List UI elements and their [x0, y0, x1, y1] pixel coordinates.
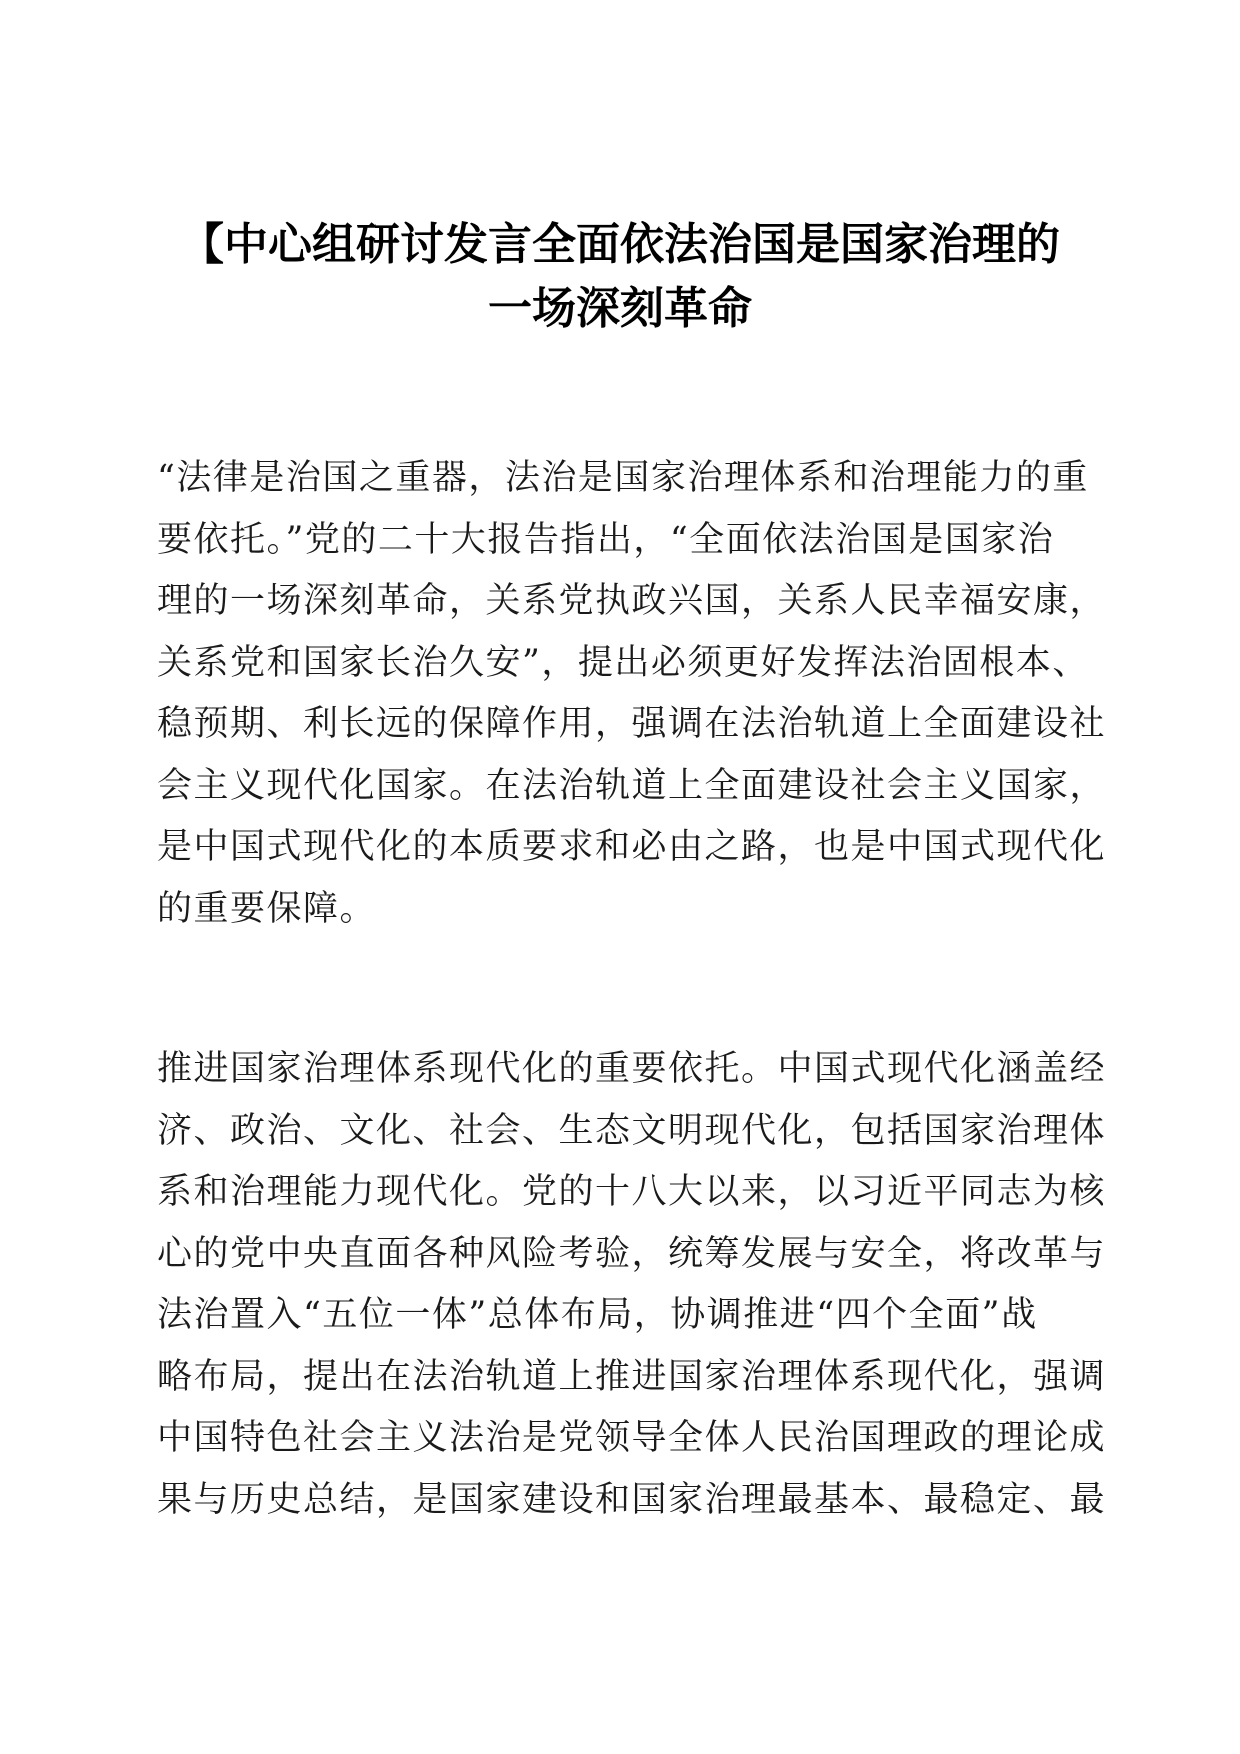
paragraph-line: 法治置入“五位一体”总体布局，协调推进“四个全面”战	[157, 1295, 1038, 1335]
paragraph-2	[157, 1039, 1107, 1531]
paragraph-line: 会主义现代化国家。在法治轨道上全面建设社会主义国家，	[157, 765, 1107, 806]
paragraph-line: 关系党和国家长治久安”，提出必须更好发挥法治固根本、	[157, 642, 1089, 683]
paragraph-line: 理的一场深刻革命，关系党执政兴国，关系人民幸福安康，	[157, 581, 1107, 621]
paragraph-line: 济、政治、文化、社会、生态文明现代化，包括国家治理体	[157, 1110, 1107, 1151]
paragraph-1	[157, 448, 1107, 940]
paragraph-line: 是中国式现代化的本质要求和必由之路，也是中国式现代化	[157, 827, 1107, 867]
paragraph-line: 的重要保障。	[157, 888, 377, 929]
paragraph-line: 推进国家治理体系现代化的重要依托。中国式现代化涵盖经	[157, 1049, 1107, 1089]
title-line: 一场深刻革命	[488, 283, 752, 334]
paragraph-line: 要依托。”党的二十大报告指出，“全面依法治国是国家治	[157, 519, 1055, 560]
paragraph-line: 果与历史总结，是国家建设和国家治理最基本、最稳定、最	[157, 1479, 1107, 1520]
paragraph-line: “法律是治国之重器，法治是国家治理体系和治理能力的重	[157, 458, 1089, 498]
document-title	[150, 213, 1090, 341]
paragraph-line: 稳预期、利长远的保障作用，强调在法治轨道上全面建设社	[157, 704, 1107, 744]
paragraph-line: 系和治理能力现代化。党的十八大以来，以习近平同志为核	[157, 1172, 1107, 1212]
paragraph-line: 心的党中央直面各种风险考验，统筹发展与安全，将改革与	[157, 1233, 1107, 1274]
paragraph-line: 中国特色社会主义法治是党领导全体人民治国理政的理论成	[157, 1418, 1107, 1458]
paragraph-line: 略布局，提出在法治轨道上推进国家治理体系现代化，强调	[157, 1356, 1107, 1397]
title-line: 【中心组研讨发言全面依法治国是国家治理的	[180, 219, 1060, 270]
